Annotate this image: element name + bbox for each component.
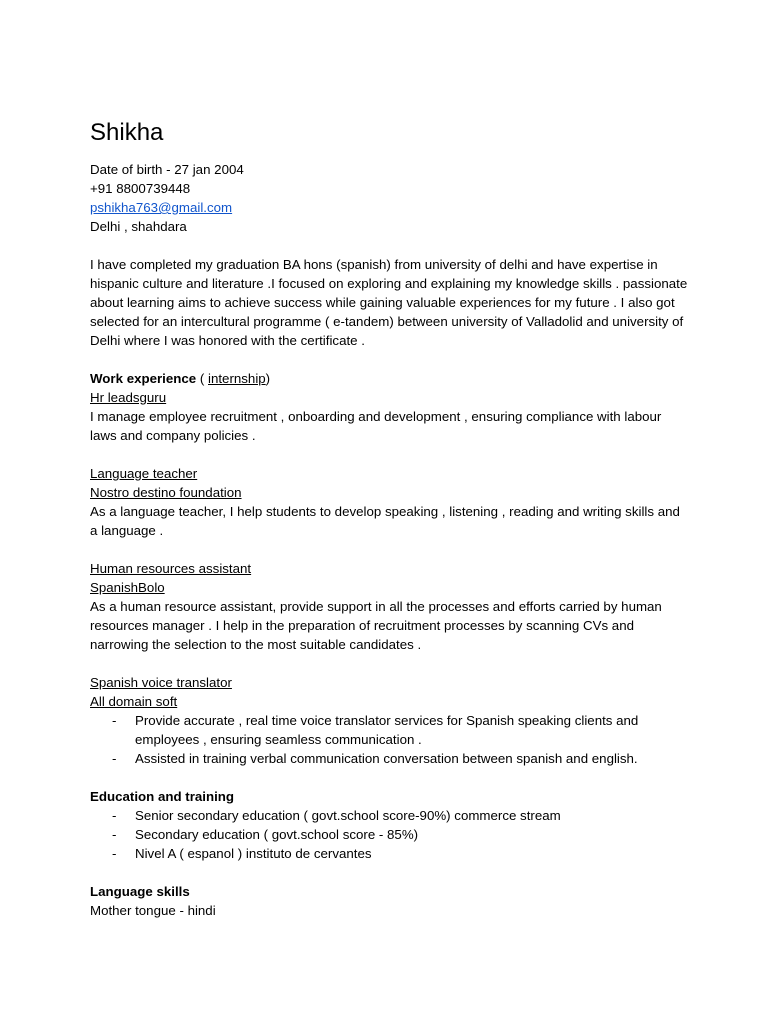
internship-note: internship (208, 371, 266, 386)
bullet-dash: - (112, 808, 117, 823)
email-link[interactable]: pshikha763@gmail.com (90, 200, 233, 215)
resume-content (90, 116, 690, 920)
job-title: Language teacher (90, 466, 198, 481)
bullet-dash: - (112, 846, 117, 861)
work-experience-heading (90, 369, 690, 388)
job-company: Nostro destino foundation (90, 485, 242, 500)
summary-paragraph: I have completed my graduation BA hons (spanish) from university of delhi and have expertise in hispanic culture and literature .I focused on exploring and explaining my knowledge skills . passionate about learning aims to achieve success while gaining valuable experiences for my future . I also got selected for an intercultural programme ( e-tandem) between university of Valladolid and university of Delhi where I was honored with the certificate . (90, 257, 688, 348)
job-title: Human resources assistant (90, 561, 252, 576)
language-skills-heading: Language skills (90, 884, 190, 899)
mother-tongue: Mother tongue - hindi (90, 903, 216, 918)
job-company: SpanishBolo (90, 580, 165, 595)
job-bullet-list (90, 711, 690, 768)
education-list (90, 806, 690, 863)
list-item (90, 825, 690, 844)
paren-open: ( (196, 371, 209, 386)
job-description: As a human resource assistant, provide support in all the processes and efforts carried by human resources manager . I help in the preparation of recruitment processes by scanning CVs and narrowing the selection to the most suitable candidates . (90, 599, 662, 652)
list-item (90, 844, 690, 863)
bullet-dash: - (112, 713, 117, 728)
bullet-text: Assisted in training verbal communication conversation between spanish and english. (135, 751, 638, 766)
paren-close: ) (265, 371, 271, 386)
bullet-text: Senior secondary education ( govt.school score-90%) commerce stream (135, 808, 561, 823)
work-experience-title: Work experience (90, 371, 197, 386)
list-item (90, 806, 690, 825)
job-description: I manage employee recruitment , onboarding and development , ensuring compliance with labour laws and company policies . (90, 409, 662, 443)
bullet-text: Nivel A ( espanol ) instituto de cervantes (135, 846, 372, 861)
job-company: All domain soft (90, 694, 178, 709)
list-item (90, 749, 690, 768)
job-company: Hr leadsguru (90, 390, 167, 405)
bullet-dash: - (112, 751, 117, 766)
bullet-dash: - (112, 827, 117, 842)
job-description: As a language teacher, I help students to develop speaking , listening , reading and writing skills and a language . (90, 504, 680, 538)
phone-number: +91 8800739448 (90, 181, 191, 196)
education-heading: Education and training (90, 789, 235, 804)
candidate-name: Shikha (90, 119, 164, 146)
job-title: Spanish voice translator (90, 675, 232, 690)
list-item (90, 711, 690, 749)
location: Delhi , shahdara (90, 219, 187, 234)
bullet-text: Secondary education ( govt.school score - 85%) (135, 827, 419, 842)
bullet-text: Provide accurate , real time voice translator services for Spanish speaking clients and employees , ensuring seamless communication . (135, 713, 639, 747)
date-of-birth: Date of birth - 27 jan 2004 (90, 162, 244, 177)
